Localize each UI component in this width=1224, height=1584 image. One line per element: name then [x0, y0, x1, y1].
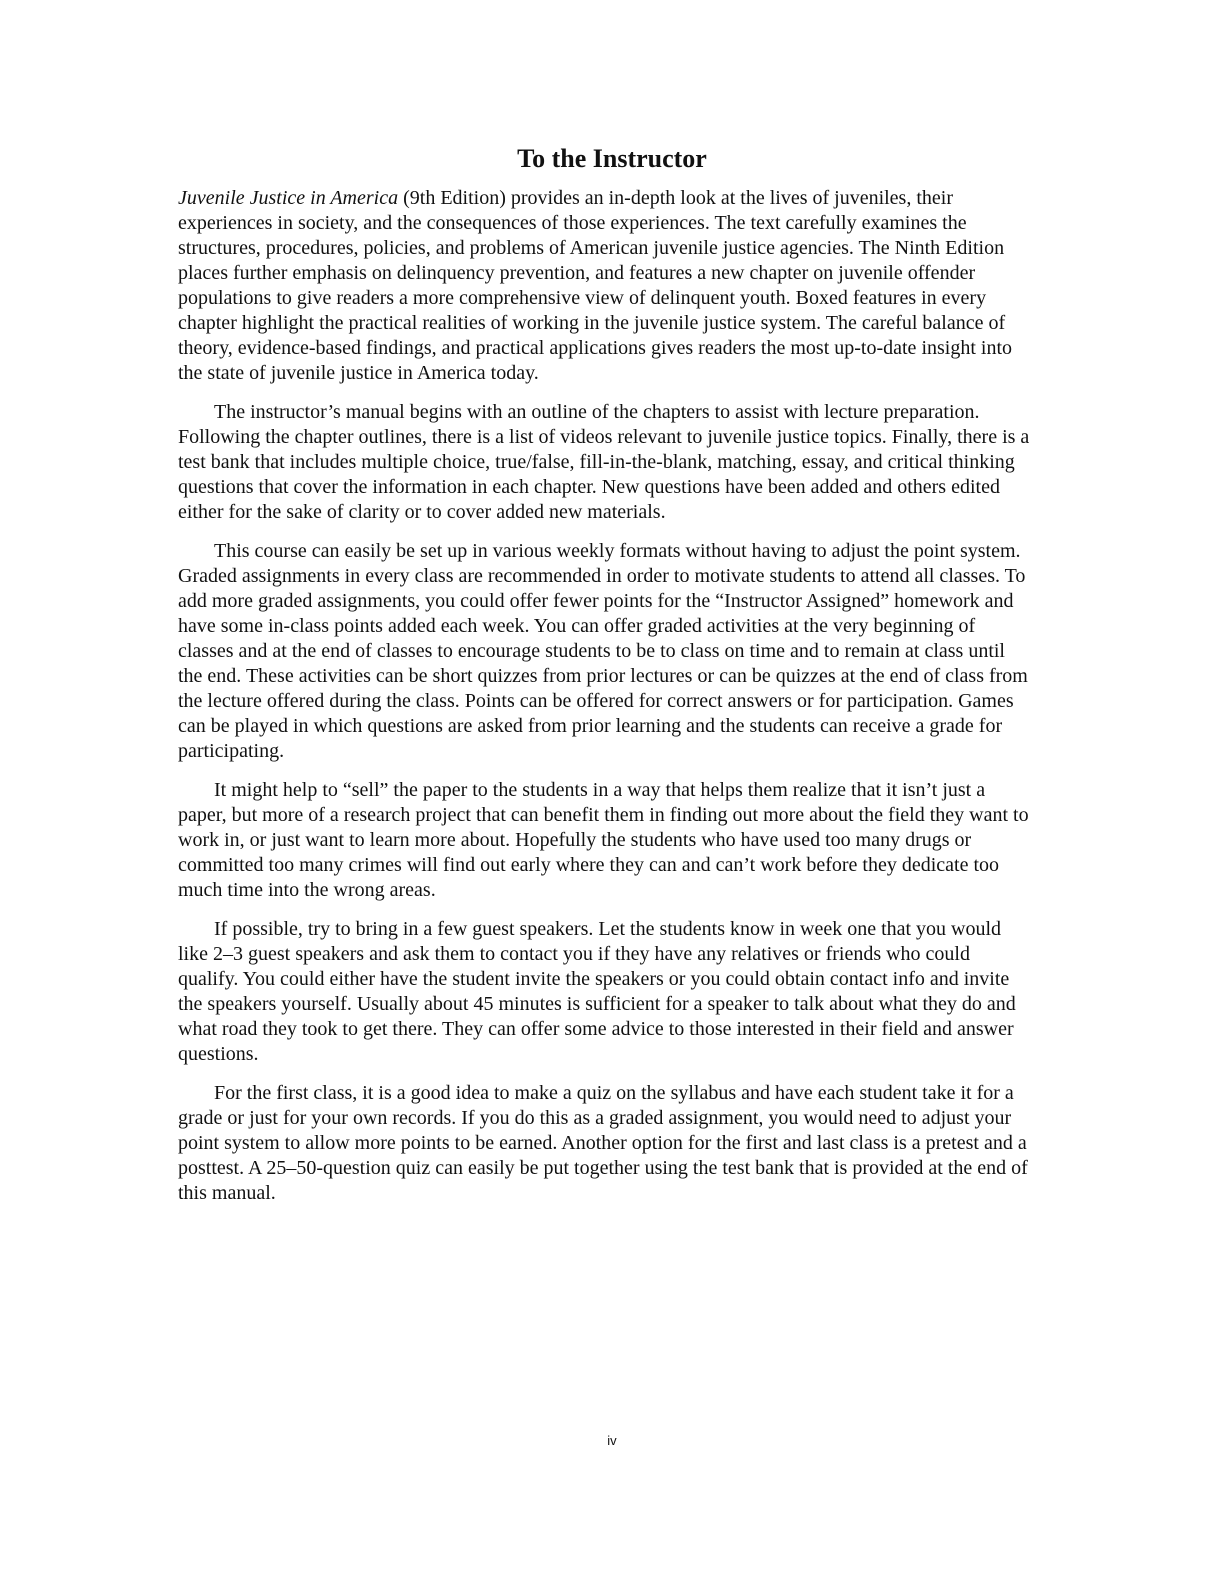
paragraph-first-class: For the first class, it is a good idea to make a quiz on the syllabus and have each student take it for a grade or just for your own records. If you do this as a graded assignment, you would need to adjust your point system to allow more points to be earned. Another option for the first and last class is a pretest and a posttest. A 25–50-question quiz can easily be put together using the test bank that is provided at the end of this manual. — [178, 1082, 1028, 1204]
document-body — [178, 186, 1030, 1220]
paragraph-course-format: This course can easily be set up in various weekly formats without having to adjust the point system. Graded assignments in every class are recommended in order to motivate students to attend all classes. To add more graded assignments, you could offer fewer points for the “Instructor Assigned” homework and have some in-class points added each week. You can offer graded activities at the very beginning of classes and at the end of classes to encourage students to be to class on time and to remain at class until the end. These activities can be short quizzes from prior lectures or can be quizzes at the end of class from the lecture offered during the class. Points can be offered for correct answers or for participation. Games can be played in which questions are asked from prior learning and the students can receive a grade for participating. — [178, 540, 1028, 762]
paragraph-research-paper: It might help to “sell” the paper to the students in a way that helps them realize that it isn’t just a paper, but more of a research project that can benefit them in finding out more about the field they want to work in, or just want to learn more about. Hopefully the students who have used too many drugs or committed too many crimes will find out early where they can and can’t work before they dedicate too much time into the wrong areas. — [178, 779, 1029, 901]
intro-paragraph — [178, 186, 1030, 386]
page-number: iv — [607, 1433, 617, 1448]
book-title: Juvenile Justice in America — [178, 187, 399, 209]
page-title: To the Instructor — [517, 144, 707, 173]
paragraph-manual-contents: The instructor’s manual begins with an outline of the chapters to assist with lecture preparation. Following the chapter outlines, there is a list of videos relevant to juvenile justice topics. Finally, there is a test bank that includes multiple choice, true/false, fill-in-the-blank, matching, essay, and critical thinking questions that cover the information in each chapter. New questions have been added and others edited either for the sake of clarity or to cover added new materials. — [178, 401, 1030, 523]
intro-text: (9th Edition) provides an in-depth look at the lives of juveniles, their experiences in society, and the consequences of those experiences. The text carefully examines the structures, procedures, policies, and problems of American juvenile justice agencies. The Ninth Edition places further emphasis on delinquency prevention, and features a new chapter on juvenile offender populations to give readers a more comprehensive view of delinquent youth. Boxed features in every chapter highlight the practical realities of working in the juvenile justice system. The careful balance of theory, evidence-based findings, and practical applications gives readers the most up-to-date insight into the state of juvenile justice in America today. — [178, 187, 1013, 384]
paragraph-guest-speakers: If possible, try to bring in a few guest speakers. Let the students know in week one that you would like 2–3 guest speakers and ask them to contact you if they have any relatives or friends who could qualify. You could either have the student invite the speakers or you could obtain contact info and invite the speakers yourself. Usually about 45 minutes is sufficient for a speaker to talk about what they do and what road they took to get there. They can offer some advice to those interested in their field and answer questions. — [178, 918, 1016, 1065]
